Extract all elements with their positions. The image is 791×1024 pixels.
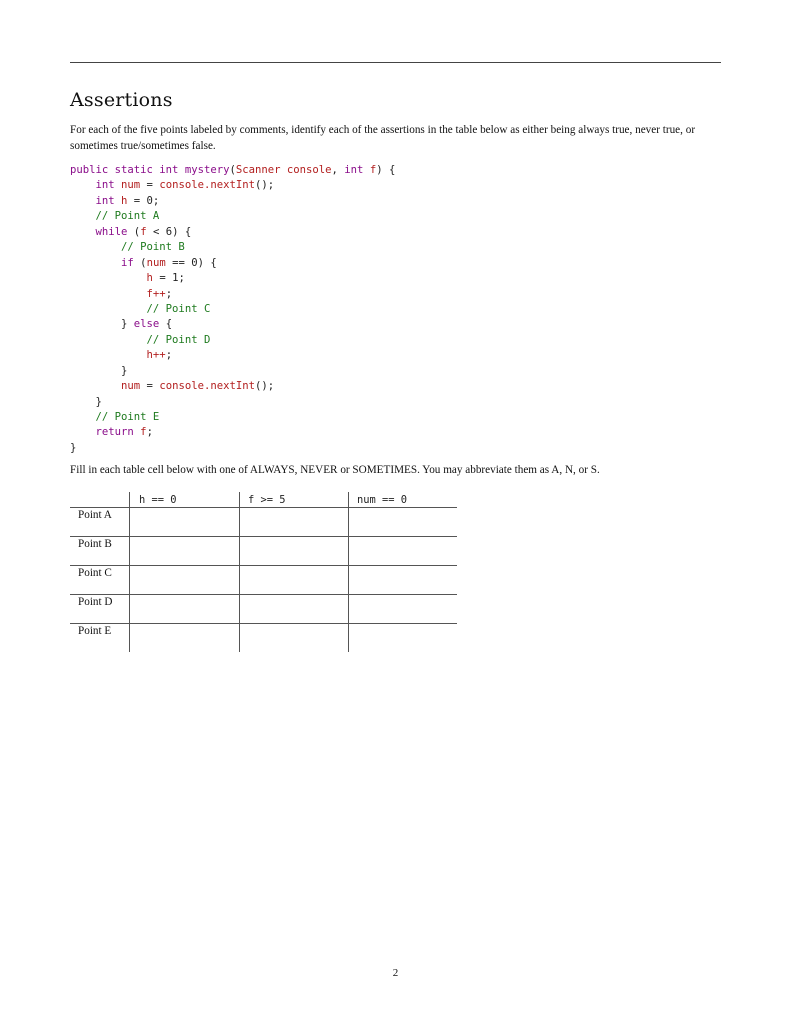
answer-cell[interactable] [240, 624, 348, 651]
answer-cell[interactable] [240, 566, 348, 593]
code-line-13: h++; [146, 349, 173, 362]
answer-cell[interactable] [349, 566, 457, 593]
code-line-10: // Point C [146, 302, 211, 315]
column-header: num == 0 [357, 494, 408, 506]
answer-cell[interactable] [240, 508, 348, 535]
page-number: 2 [392, 967, 399, 979]
answer-cell[interactable] [349, 595, 457, 622]
row-label: Point E [78, 625, 112, 637]
code-line-11: } else { [121, 318, 173, 331]
answer-cell[interactable] [130, 508, 239, 535]
code-line-8: h = 1; [146, 272, 185, 285]
answer-cell[interactable] [240, 537, 348, 564]
column-header: h == 0 [139, 494, 177, 506]
code-line-17: // Point E [95, 411, 160, 423]
column-header: f >= 5 [248, 494, 286, 506]
answer-cell[interactable] [130, 537, 239, 564]
code-line-4: // Point A [95, 210, 160, 223]
instructions: Fill in each table cell below with one of ALWAYS, NEVER or SOMETIMES. You may abbreviate them as A, N, or S. [70, 464, 600, 476]
code-line-7: if (num == 0) { [121, 256, 217, 269]
code-line-5: while (f < 6) { [95, 225, 192, 238]
code-line-19: } [70, 441, 77, 454]
answer-cell[interactable] [349, 624, 457, 651]
answer-cell[interactable] [349, 508, 457, 535]
code-line-14: } [121, 364, 128, 377]
code-line-6: // Point B [121, 241, 185, 254]
answer-cell[interactable] [349, 537, 457, 564]
row-label: Point A [78, 509, 112, 521]
row-label: Point D [78, 596, 113, 608]
code-listing [70, 163, 395, 456]
answer-cell[interactable] [130, 566, 239, 593]
code-line-15: num = console.nextInt(); [121, 380, 275, 393]
answer-cell[interactable] [130, 595, 239, 622]
code-line-3: int h = 0; [95, 194, 160, 207]
code-line-16: } [95, 395, 102, 408]
top-rule [70, 62, 721, 63]
answer-cell[interactable] [240, 595, 348, 622]
code-line-9: f++; [146, 287, 173, 300]
code-line-12: // Point D [146, 333, 211, 346]
assertion-table [70, 492, 457, 652]
code-line-2: int num = console.nextInt(); [95, 179, 275, 192]
intro-paragraph: For each of the five points labeled by comments, identify each of the assertions in the table below as either being always true, never true, or sometimes true/sometimes false. [70, 124, 696, 152]
row-label: Point B [78, 538, 112, 550]
code-line-18: return f; [95, 426, 153, 439]
answer-cell[interactable] [130, 624, 239, 651]
section-title: Assertions [70, 89, 173, 111]
code-line-1: public static int mystery(Scanner console, int f) { [70, 164, 396, 176]
row-label: Point C [78, 567, 112, 579]
